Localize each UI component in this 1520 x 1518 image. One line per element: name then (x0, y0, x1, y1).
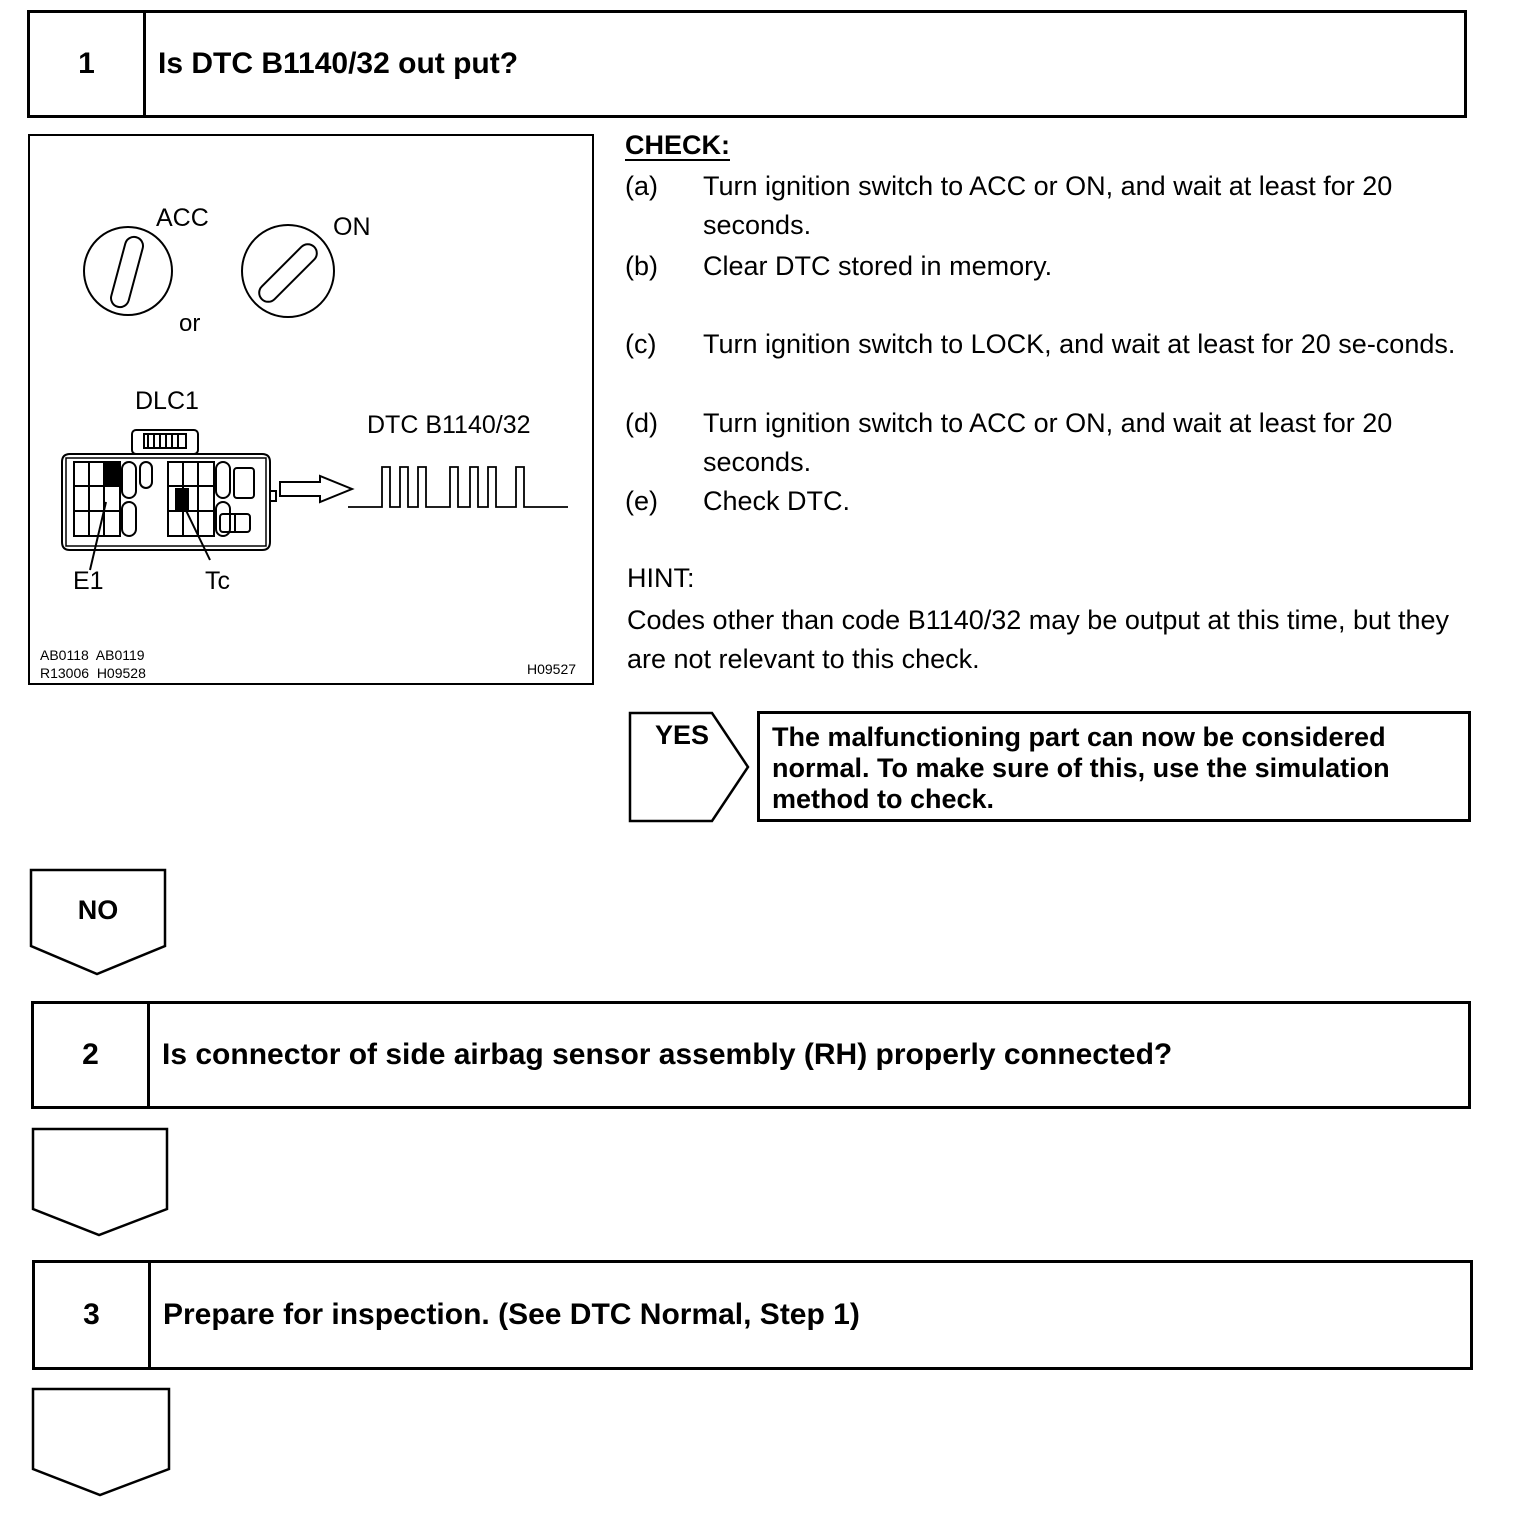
dtc-label: DTC B1140/32 (367, 411, 531, 439)
step-number: 3 (35, 1263, 151, 1367)
hint-label: HINT: (627, 563, 695, 593)
e1-label: E1 (73, 567, 104, 595)
check-item-label: (d) (625, 408, 658, 438)
no-label: NO (77, 895, 119, 925)
check-item-text: Turn ignition switch to LOCK, and wait at least for 20 se-conds. (703, 329, 1456, 359)
step-title: Is DTC B1140/32 out put? (158, 47, 519, 80)
step-title: Prepare for inspection. (See DTC Normal, Step 1) (163, 1298, 860, 1331)
hint-text: Codes other than code B1140/32 may be output at this time, but they are not relevant to this check. (627, 605, 1450, 674)
check-item-text: Check DTC. (703, 486, 851, 516)
step-number: 2 (34, 1004, 150, 1106)
down-arrow-icon (31, 1127, 171, 1239)
step-2-header (31, 1001, 1471, 1109)
check-item-label: (e) (625, 486, 658, 516)
on-label: ON (333, 213, 371, 241)
check-item-text: Clear DTC stored in memory. (703, 251, 1053, 281)
figure-code-line1: AB0118 AB0119 (40, 647, 145, 663)
dlc1-connector-icon (62, 430, 276, 550)
e1-pin-icon (104, 462, 119, 486)
check-item-label: (a) (625, 171, 658, 201)
or-label: or (179, 310, 201, 337)
tc-pin-icon (175, 488, 189, 510)
dtc-waveform (348, 467, 568, 507)
check-item-text: Turn ignition switch to ACC or ON, and wait at least for 20 seconds. (703, 171, 1393, 240)
step-1-header (27, 10, 1467, 118)
check-item-text: Turn ignition switch to ACC or ON, and wait at least for 20 seconds. (703, 408, 1393, 477)
acc-label: ACC (156, 204, 209, 232)
dlc1-label: DLC1 (135, 387, 199, 415)
figure-code-right: H09527 (527, 661, 577, 677)
step-number: 1 (30, 13, 146, 115)
check-item-label: (c) (625, 329, 657, 359)
step-3-header (32, 1260, 1473, 1370)
yes-label: YES (655, 720, 710, 750)
tc-label: Tc (205, 567, 230, 595)
step-title: Is connector of side airbag sensor assembly (RH) properly connected? (162, 1038, 1173, 1071)
on-key-icon (242, 225, 334, 317)
down-arrow-icon (31, 1387, 173, 1499)
right-arrow-icon (280, 476, 352, 502)
check-title: CHECK: (625, 130, 730, 160)
ignition-dlc-figure (28, 134, 594, 685)
figure-code-line2: R13006 H09528 (40, 665, 146, 681)
check-item-label: (b) (625, 251, 658, 281)
yes-result-box: The malfunctioning part can now be considered normal. To make sure of this, use the simulation method to check. (757, 711, 1471, 822)
